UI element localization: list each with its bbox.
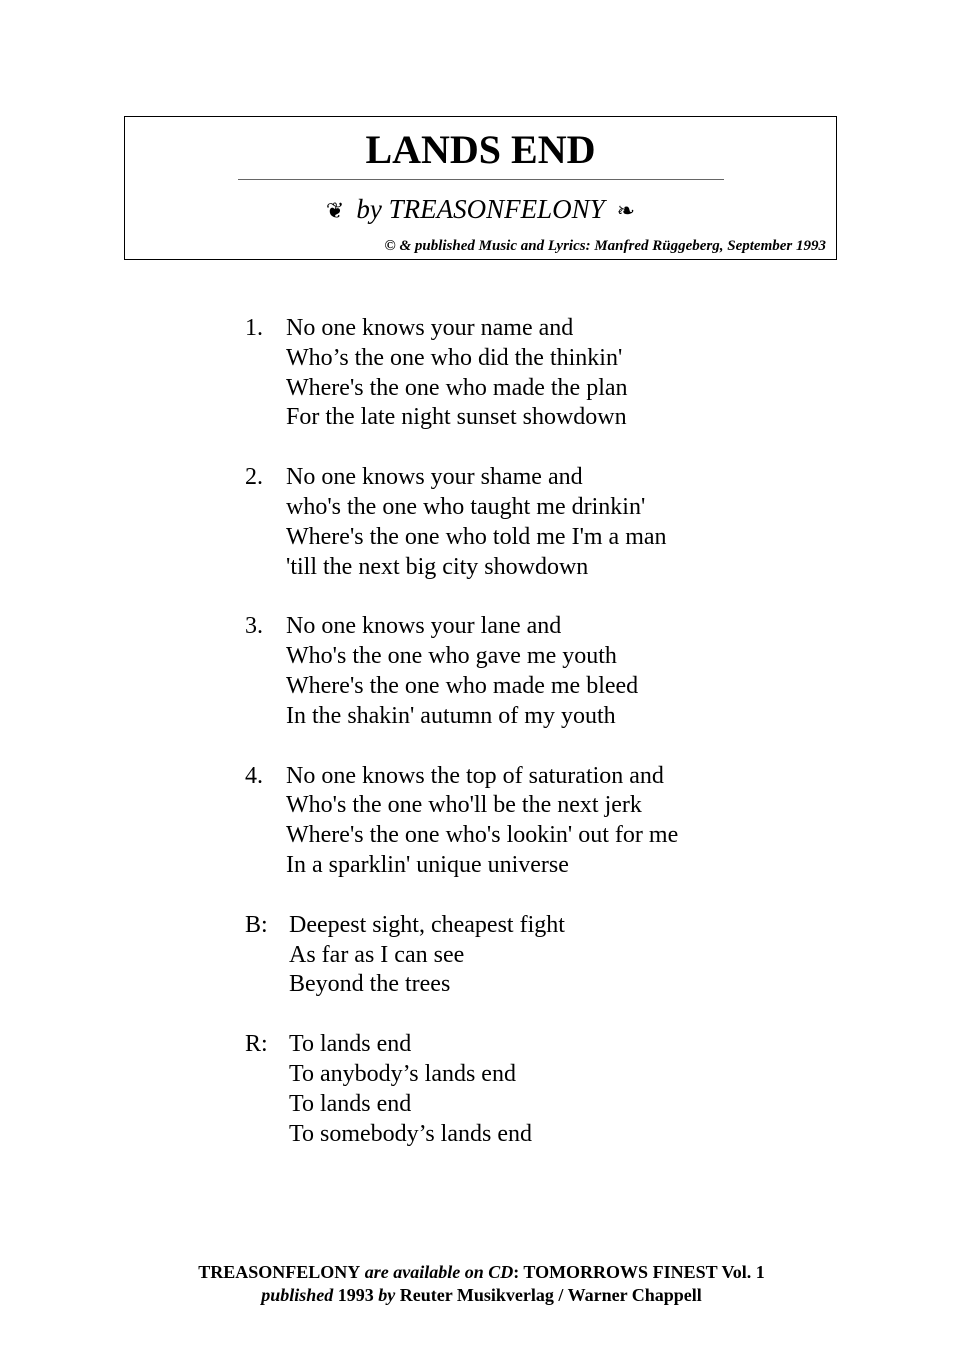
lyric-line: who's the one who taught me drinkin' [286, 493, 646, 520]
lyric-line: No one knows your name and [286, 315, 574, 341]
left-ornament-icon: ❦ [325, 198, 345, 223]
lyric-line: Who's the one who'll be the next jerk [286, 792, 642, 819]
lyric-line: In the shakin' autumn of my youth [286, 702, 616, 729]
lyric-line: Where's the one who told me I'm a man [286, 523, 667, 550]
lyric-line: Where's the one who made the plan [286, 374, 628, 401]
lyric-line: No one knows your lane and [286, 613, 562, 640]
lyric-line: In a sparklin' unique universe [286, 851, 569, 878]
verse-label: 2. [245, 464, 263, 491]
verse-label: 1. [245, 315, 263, 341]
lyric-line: To somebody’s lands end [289, 1120, 532, 1147]
lyric-line: No one knows the top of saturation and [286, 762, 664, 789]
footer-album: : TOMORROWS FINEST Vol. 1 [513, 1262, 765, 1282]
title-box [124, 116, 837, 260]
footer-published: published [261, 1285, 334, 1305]
footer [0, 1261, 963, 1307]
footer-publisher: Reuter Musikverlag / Warner Chappell [395, 1285, 702, 1305]
byline [125, 194, 836, 225]
verse-label: 4. [245, 762, 263, 789]
footer-by: by [378, 1285, 396, 1305]
lyric-line: As far as I can see [289, 941, 465, 968]
right-ornament-icon: ❧ [616, 198, 636, 223]
lyric-line: Where's the one who's lookin' out for me [286, 822, 679, 849]
lyric-line: To lands end [289, 1090, 412, 1117]
footer-availability: are available on CD [360, 1262, 514, 1282]
title-divider [238, 179, 724, 180]
footer-band: TREASONFELONY [198, 1262, 361, 1282]
refrain [245, 1030, 805, 1149]
verse-label: B: [245, 911, 268, 938]
lyric-line: No one knows your shame and [286, 464, 583, 491]
song-title: LANDS END [365, 127, 596, 172]
lyric-line: Who's the one who gave me youth [286, 643, 617, 670]
footer-line-1 [0, 1261, 963, 1284]
verse-2 [245, 463, 805, 582]
bridge [245, 911, 805, 1000]
lyric-line: 'till the next big city showdown [286, 553, 589, 580]
footer-line-2 [0, 1284, 963, 1307]
footer-year: 1993 [333, 1285, 379, 1305]
lyric-line: Who’s the one who did the thinkin' [286, 344, 623, 371]
verse-label: 3. [245, 613, 263, 640]
lyric-line: Beyond the trees [289, 971, 451, 998]
verse-1 [245, 314, 805, 433]
verse-label: R: [245, 1031, 268, 1058]
byline-text: by TREASONFELONY [356, 194, 605, 224]
verse-4 [245, 762, 805, 881]
copyright-notice: © & published Music and Lyrics: Manfred Rüggeberg, September 1993 [384, 238, 826, 254]
lyrics-body [245, 314, 805, 1179]
lyric-line: To anybody’s lands end [289, 1060, 516, 1087]
lyric-line: Deepest sight, cheapest fight [289, 911, 565, 938]
lyric-line: To lands end [289, 1031, 412, 1058]
lyric-line: Where's the one who made me bleed [286, 672, 639, 699]
lyric-line: For the late night sunset showdown [286, 404, 627, 431]
verse-3 [245, 612, 805, 731]
